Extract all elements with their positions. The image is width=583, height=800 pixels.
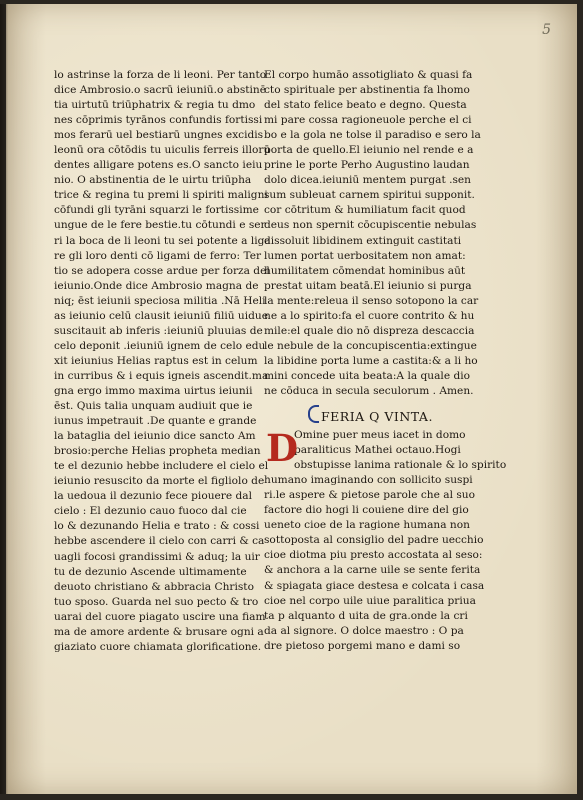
text-line: lumen portat uerbositatem non amat: <box>264 249 466 262</box>
text-line: dissoluit libidinem extinguit castitati <box>264 234 462 247</box>
text-line: dre pietoso porgemi mano e dami so <box>264 639 461 652</box>
text-line: brosio:perche Helias propheta median <box>54 445 261 458</box>
text-line: da al signore. O dolce maestro : O pa <box>264 624 464 637</box>
text-line: ne a lo spirito:fa el cuore contrito & hu <box>264 309 475 322</box>
text-line: mini concede uita beata:A la quale dio <box>264 369 471 382</box>
text-line: te el dezunio hebbe includere el cielo el <box>54 460 269 473</box>
text-line: del stato felice beato e degno. Questa <box>264 99 467 112</box>
left-text-column <box>54 68 271 655</box>
text-line: la uedoua il dezunio fece piouere dal <box>54 490 252 503</box>
text-line: uagli focosi grandissimi & aduq; la uir <box>54 550 260 563</box>
binding-gutter <box>0 4 8 794</box>
text-line: ungue de le fere bestie.tu cōtundi e ser <box>54 219 266 232</box>
text-line: ta p alquanto d uita de gra.onde la cri <box>264 609 468 622</box>
text-line: la libidine porta lume a castita:& a li ho <box>264 354 478 367</box>
right-column-top-text <box>264 68 481 399</box>
text-line: cto spirituale per abstinentia fa lhomo <box>264 84 470 97</box>
text-line: ieiunio.Onde dice Ambrosio magna de <box>54 279 259 292</box>
text-line: cielo : El dezunio cauo fuoco dal cie <box>54 505 247 518</box>
text-line: in curribus & i equis igneis ascendit.ma <box>54 369 269 382</box>
text-line: iunus impetrauit .De quante e grande <box>54 415 257 428</box>
text-line: giaziato cuore chiamata glorificatione. <box>54 640 262 653</box>
text-line: Omine puer meus iacet in domo <box>294 429 466 442</box>
text-line: dice Ambrosio.o sacrū ieiuniū.o abstinē <box>54 84 267 97</box>
section-heading-text: FERIA Q VINTA. <box>321 409 433 425</box>
text-line: El corpo humāo assotigliato & quasi fa <box>264 69 473 81</box>
text-line: prestat uitam beatā.El ieiunio si purga <box>264 279 472 292</box>
drop-capital: D <box>266 426 299 471</box>
paragraph-mark-icon <box>308 405 319 423</box>
text-line: ne cōduca in secula seculorum . Amen. <box>264 384 474 397</box>
text-line: ri la boca de li leoni tu sei potente a liga <box>54 234 271 247</box>
section-opening <box>264 426 507 654</box>
text-line: cioe nel corpo uile uiue paralitica priua <box>264 594 476 607</box>
text-line: nio. O abstinentia de le uirtu triūpha <box>54 174 252 187</box>
text-line: mi pare cossa ragioneuole perche el ci <box>264 114 472 127</box>
text-line: & anchora a la carne uile se sente ferita <box>264 564 481 577</box>
text-line: ri.le aspere & pietose parole che al suo <box>264 489 475 502</box>
text-line: lo & dezunando Helia e trato : & cossi <box>54 520 260 533</box>
text-line: obstupisse lanima rationale & lo spirito <box>294 459 507 472</box>
manuscript-page <box>6 4 577 794</box>
text-line: & spiagata giace destesa e colcata i casa <box>264 579 485 592</box>
text-line: cioe diotma piu presto accostata al seso: <box>264 549 483 562</box>
text-line: cor cōtritum & humiliatum facit quod <box>264 204 466 217</box>
text-line: tu de dezunio Ascende ultimamente <box>54 565 247 578</box>
text-line: la mente:releua il senso sotopono la car <box>264 294 479 307</box>
text-line: deus non spernit cōcupiscentie nebulas <box>264 219 477 232</box>
right-text-column <box>264 68 507 654</box>
text-line: factore dio hogi li couiene dire del gio <box>264 504 469 517</box>
text-line: suscitauit ab inferis :ieiuniū pluuias de <box>54 324 263 337</box>
text-line: celo deponit .ieiuniū ignem de celo edu <box>54 339 266 352</box>
text-line: trice & regina tu premi li spiriti maligni <box>54 189 268 202</box>
text-line: le nebule de la concupiscentia:extingue <box>264 339 477 352</box>
text-line: tio se adopera cosse ardue per forza del <box>54 264 270 277</box>
text-line: ma de amore ardente & brusare ogni a <box>54 625 264 638</box>
text-line: sum subleuat carnem spiritui supponit. <box>264 189 475 202</box>
text-line: re gli loro denti cō ligami de ferro: Ter <box>54 249 262 262</box>
text-line: lo astrinse la forza de li leoni. Per tanto <box>54 69 267 81</box>
text-line: cōfundi gli tyrāni squarzi le fortissime <box>54 204 259 217</box>
text-line: leonū ora cōtōdis tu uiculis ferreis illorū <box>54 144 271 157</box>
text-line: as ieiunio celū clausit ieiuniū filiū uidue <box>54 309 269 322</box>
text-line: dolo dicea.ieiuniū mentem purgat .sen <box>264 174 471 187</box>
section-heading <box>264 405 476 426</box>
text-line: tuo sposo. Guarda nel suo pecto & tro <box>54 595 259 608</box>
text-line: niq; ēst ieiunii speciosa militia .Nā Heli <box>54 294 266 307</box>
text-line: gna ergo immo maxima uirtus ieiunii <box>54 384 253 397</box>
text-line: porta de quello.El ieiunio nel rende e a <box>264 144 474 157</box>
text-line: hebbe ascendere il cielo con carri & ca <box>54 535 265 548</box>
text-line: ēst. Quis talia unquam audiuit que ie <box>54 400 253 413</box>
text-line: sottoposta al consiglio del padre uecchio <box>264 534 484 547</box>
text-line: prine le porte Perho Augustino laudan <box>264 159 470 172</box>
text-line: mile:el quale dio nō dispreza descaccia <box>264 324 475 337</box>
text-line: ieiunio resuscito da morte el figliolo de <box>54 475 265 488</box>
text-line: ueneto cioe de la ragione humana non <box>264 519 470 532</box>
text-line: dentes alligare potens es.O sancto ieiu <box>54 159 263 172</box>
text-line: mos ferarū uel bestiarū ungnes excidis <box>54 129 264 142</box>
text-line: humano imaginando con sollicito suspi <box>264 474 473 487</box>
text-line: paraliticus Mathei octauo.Hogi <box>294 444 461 457</box>
text-line: la bataglia del ieiunio dice sancto Am <box>54 430 256 443</box>
text-line: tia uirtutū triūphatrix & regia tu dmo <box>54 99 256 112</box>
text-line: uarai del cuore piagato uscire una fiam <box>54 610 266 623</box>
text-line: nes cōprimis tyrānos confundis fortissi <box>54 114 263 127</box>
text-line: deuoto christiano & abbracia Christo <box>54 580 254 593</box>
text-line: xit ieiunius Helias raptus est in celum <box>54 354 258 367</box>
folio-number: 5 <box>542 22 551 38</box>
text-line: humilitatem cōmendat hominibus aūt <box>264 264 466 277</box>
text-line: bo e la gola ne tolse il paradiso e sero la <box>264 129 481 142</box>
